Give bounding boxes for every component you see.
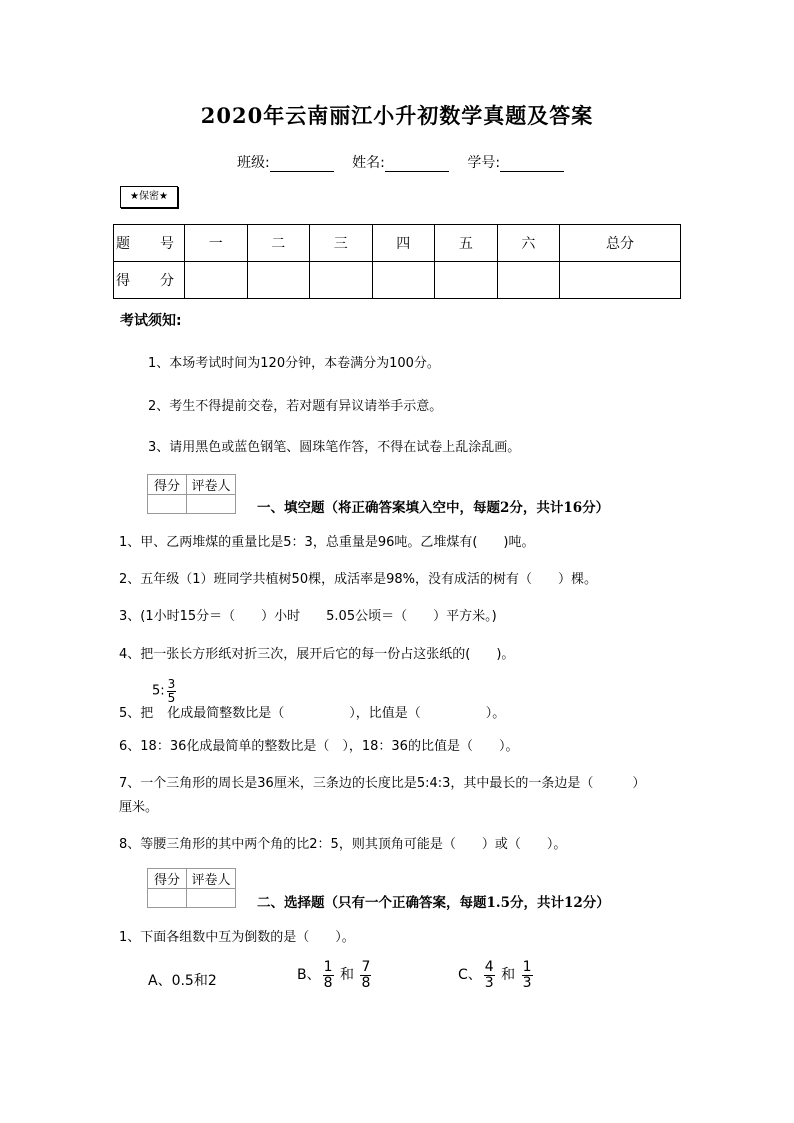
q5-ratio-expression [152,678,178,704]
notice-heading: 考试须知: [120,313,182,329]
q5-suffix: 化成最简整数比是（ ），比值是（ ）。 [167,706,506,721]
column-header: 四 [372,225,435,262]
option-c-and: 和 [501,967,516,984]
fraction-numerator: 7 [361,959,371,975]
q5-fraction-denominator: 5 [167,690,176,705]
question: 1、下面各组数中互为倒数的是（ ）。 [119,930,355,945]
grader-reviewer-label: 评卷人 [187,869,236,889]
fraction-numerator: 4 [484,959,494,975]
grader-reviewer-label: 评卷人 [187,475,236,495]
grader-reviewer-cell[interactable] [187,889,236,908]
question: 3、(1小时15分＝（ ）小时 5.05公顷＝（ ）平方米。) [119,609,497,624]
grader-score-cell[interactable] [148,889,187,908]
q5-fraction [167,678,177,704]
fraction-numerator: 1 [323,959,333,975]
grader-box [147,868,236,908]
question: 2、五年级（1）班同学共植树50棵，成活率是98%，没有成活的树有（ ）棵。 [119,572,597,587]
notice-item: 3、请用黑色或蓝色钢笔、圆珠笔作答，不得在试卷上乱涂乱画。 [148,440,521,455]
question: 6、18：36化成最简单的整数比是（ ），18：36的比值是（ ）。 [119,739,519,754]
question: 4、把一张长方形纸对折三次，展开后它的每一份占这张纸的( )。 [119,647,515,662]
score-cell[interactable] [435,262,498,299]
student-id-blank[interactable] [500,157,564,172]
question: 8、等腰三角形的其中两个角的比2：5，则其顶角可能是（ ）或（ ）。 [119,837,567,852]
option-c-fraction-2 [522,960,533,990]
option-b[interactable] [297,960,373,990]
column-header: 三 [310,225,373,262]
header-label-cell: 题 号 [114,225,185,262]
grader-score-label: 得分 [148,869,187,889]
section1-heading: 一、填空题（将正确答案填入空中，每题2分，共计16分） [257,500,610,516]
name-blank[interactable] [385,157,449,172]
score-cell[interactable] [185,262,248,299]
question [119,702,505,721]
score-cell[interactable] [247,262,310,299]
student-info-line [237,152,578,172]
column-header: 一 [185,225,248,262]
fraction-numerator: 1 [522,959,532,975]
option-c-label: C、 [458,967,482,984]
option-c-fraction-1 [484,960,495,990]
class-label: 班级: [237,155,270,171]
grader-score-label: 得分 [148,475,187,495]
column-header: 五 [435,225,498,262]
score-label-cell: 得 分 [114,262,185,299]
name-label: 姓名: [352,155,385,171]
section2-heading: 二、选择题（只有一个正确答案，每题1.5分，共计12分） [257,895,610,911]
column-header: 二 [247,225,310,262]
option-b-label: B、 [297,967,321,984]
grader-reviewer-cell[interactable] [187,495,236,514]
option-a[interactable]: A、0.5和2 [148,973,217,989]
option-b-fraction-1 [323,960,334,990]
grader-box [147,474,236,514]
score-table [113,224,681,299]
notice-item: 2、考生不得提前交卷，若对题有异议请举手示意。 [148,399,443,414]
question: 1、甲、乙两堆煤的重量比是5：3，总重量是96吨。乙堆煤有( )吨。 [119,535,535,550]
confidential-badge: ★保密★ [120,186,178,208]
fraction-denominator: 8 [361,974,371,991]
question: 7、一个三角形的周长是36厘米，三条边的长度比是5:4:3，其中最长的一条边是（ ） [119,776,646,791]
grader-score-cell[interactable] [148,495,187,514]
fraction-denominator: 8 [323,974,333,991]
score-cell[interactable] [310,262,373,299]
column-header: 六 [497,225,560,262]
question-continuation: 厘米。 [119,800,159,815]
score-cell[interactable] [497,262,560,299]
score-cell[interactable] [372,262,435,299]
score-cell[interactable] [560,262,681,299]
student-id-label: 学号: [467,155,501,171]
score-table-score-row [114,262,681,299]
notice-item: 1、本场考试时间为120分钟，本卷满分为100分。 [148,356,440,371]
fraction-denominator: 3 [484,974,494,991]
option-b-and: 和 [339,967,354,984]
score-table-header-row [114,225,681,262]
page-title: 2020年云南丽江小升初数学真题及答案 [200,103,594,128]
q5-prefix: 5、把 [119,706,154,721]
column-header: 总分 [560,225,681,262]
q5-fraction-numerator: 3 [167,677,176,691]
q5-ratio: 5: [152,683,165,699]
option-b-fraction-2 [360,960,371,990]
fraction-denominator: 3 [522,974,532,991]
option-c[interactable] [458,960,535,990]
class-blank[interactable] [270,157,334,172]
